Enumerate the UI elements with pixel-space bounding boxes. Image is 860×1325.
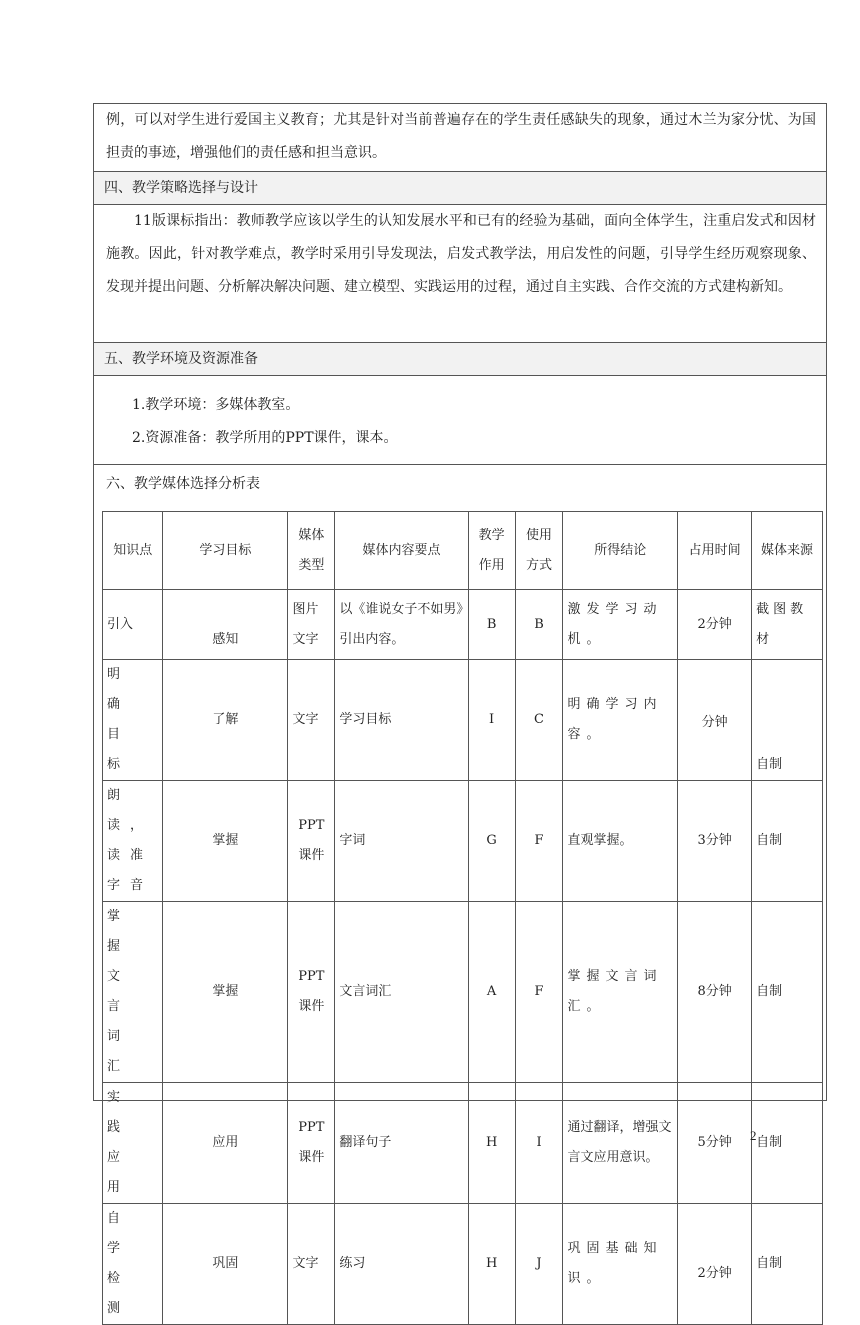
section5-item-1: 1.教学环境：多媒体教室。 xyxy=(132,397,300,413)
cell-time: 2分钟 xyxy=(678,590,752,660)
table-row xyxy=(103,1083,823,1204)
cell-role: H xyxy=(468,1083,515,1204)
section4-title: 四、教学策略选择与设计 xyxy=(94,171,826,205)
cell-conclusion: 明确学习内容。 xyxy=(563,660,678,781)
cell-goal: 掌握 xyxy=(163,781,288,902)
header-cell: 知识点 xyxy=(103,512,163,590)
cell-point: 掌握文言词汇 xyxy=(103,902,163,1083)
cell-type: 文字 xyxy=(288,660,335,781)
cell-role: G xyxy=(468,781,515,902)
cell-point: 明确目标 xyxy=(103,660,163,781)
header-cell: 媒体内容要点 xyxy=(335,512,468,590)
header-cell: 学习目标 xyxy=(163,512,288,590)
table-row xyxy=(103,660,823,781)
header-cell: 所得结论 xyxy=(563,512,678,590)
section-divider xyxy=(94,464,826,465)
cell-point: 朗读，读准字音 xyxy=(103,781,163,902)
table-row xyxy=(103,781,823,902)
intro-paragraph: 例，可以对学生进行爱国主义教育；尤其是针对当前普遍存在的学生责任感缺失的现象，通过木兰为家分忧、为国担责的事迹，增强他们的责任感和担当意识。 xyxy=(106,112,816,161)
cell-goal: 巩固 xyxy=(163,1204,288,1325)
cell-source: 自制 xyxy=(752,781,823,902)
cell-content: 练习 xyxy=(335,1204,468,1325)
table-header-row xyxy=(103,512,823,590)
cell-goal: 应用 xyxy=(163,1083,288,1204)
cell-time: 3分钟 xyxy=(678,781,752,902)
header-cell: 媒体类型 xyxy=(288,512,335,590)
cell-time: 分钟 xyxy=(678,660,752,781)
cell-content: 字词 xyxy=(335,781,468,902)
cell-point: 自学检测 xyxy=(103,1204,163,1325)
section5-item-2: 2.资源准备：教学所用的PPT课件，课本。 xyxy=(132,430,398,446)
cell-use: I xyxy=(515,1083,563,1204)
cell-goal: 感知 xyxy=(163,590,288,660)
cell-type: PPT课件 xyxy=(288,781,335,902)
cell-source: 自制 xyxy=(752,1083,823,1204)
table-row xyxy=(103,590,823,660)
header-cell: 教学作用 xyxy=(468,512,515,590)
cell-time: 8分钟 xyxy=(678,902,752,1083)
cell-time: 2分钟 xyxy=(678,1204,752,1325)
cell-use: F xyxy=(515,781,563,902)
cell-source: 截图教材 xyxy=(752,590,823,660)
cell-use: B xyxy=(515,590,563,660)
cell-type: PPT课件 xyxy=(288,1083,335,1204)
section5-title: 五、教学环境及资源准备 xyxy=(94,342,826,376)
section6-title: 六、教学媒体选择分析表 xyxy=(106,476,260,492)
cell-conclusion: 掌握文言词汇。 xyxy=(563,902,678,1083)
cell-content: 以《谁说女子不如男》引出内容。 xyxy=(335,590,468,660)
cell-role: A xyxy=(468,902,515,1083)
cell-conclusion: 通过翻译，增强文言文应用意识。 xyxy=(563,1083,678,1204)
cell-source: 自制 xyxy=(752,660,823,781)
cell-role: B xyxy=(468,590,515,660)
table-row xyxy=(103,902,823,1083)
cell-source: 自制 xyxy=(752,902,823,1083)
cell-type: 文字 xyxy=(288,1204,335,1325)
cell-conclusion: 激发学习动机。 xyxy=(563,590,678,660)
cell-point: 实践应用 xyxy=(103,1083,163,1204)
document-frame xyxy=(93,103,827,1316)
cell-use: J xyxy=(515,1204,563,1325)
section4-body: 11版课标指出：教师教学应该以学生的认知发展水平和已有的经验为基础，面向全体学生，注重启发式和因材施教。因此，针对教学难点，教学时采用引导发现法，启发式教学法，用启发性的问题，引导学生经历观察现象、发现并提出问题、分析解决解决问题、建立模型、实践运用的过程，通过自主实践、合作交流的方式建构新知。 xyxy=(106,213,816,295)
cell-use: C xyxy=(515,660,563,781)
cell-time: 5分钟 xyxy=(678,1083,752,1204)
cell-use: F xyxy=(515,902,563,1083)
page-number: 2 xyxy=(750,1128,757,1143)
table-row xyxy=(103,1204,823,1325)
cell-goal: 掌握 xyxy=(163,902,288,1083)
cell-type: PPT课件 xyxy=(288,902,335,1083)
cell-content: 学习目标 xyxy=(335,660,468,781)
cell-role: H xyxy=(468,1204,515,1325)
header-cell: 占用时间 xyxy=(678,512,752,590)
cell-content: 文言词汇 xyxy=(335,902,468,1083)
cell-type: 图片文字 xyxy=(288,590,335,660)
cell-conclusion: 巩固基础知识。 xyxy=(563,1204,678,1325)
cell-conclusion: 直观掌握。 xyxy=(563,781,678,902)
cell-content: 翻译句子 xyxy=(335,1083,468,1204)
media-analysis-table xyxy=(102,511,823,1325)
cell-goal: 了解 xyxy=(163,660,288,781)
cell-point: 引入 xyxy=(103,590,163,660)
cell-role: I xyxy=(468,660,515,781)
cell-source: 自制 xyxy=(752,1204,823,1325)
header-cell: 使用方式 xyxy=(515,512,563,590)
header-cell: 媒体来源 xyxy=(752,512,823,590)
